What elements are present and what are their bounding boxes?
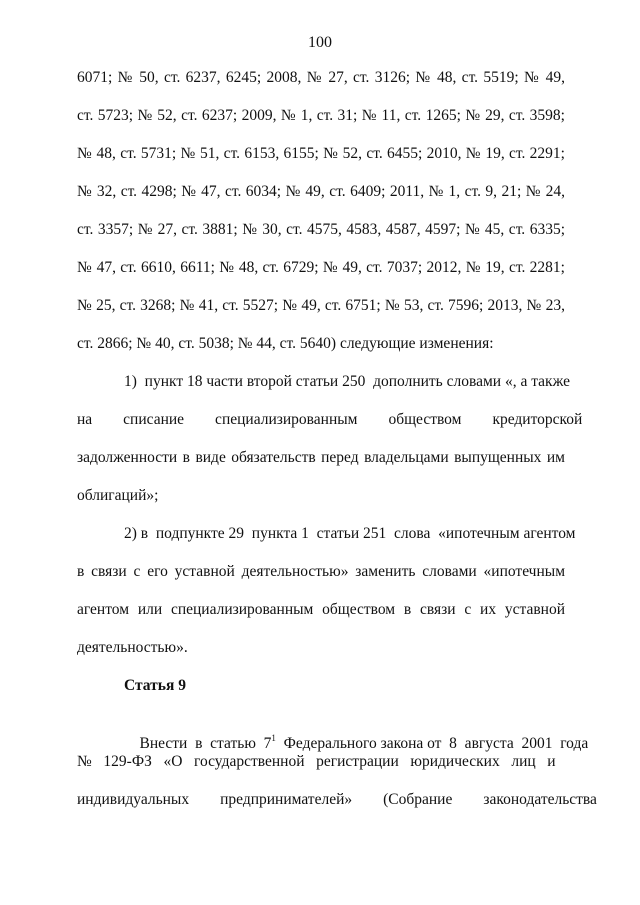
text-line: индивидуальных предпринимателей» (Собрание законодательства (77, 791, 597, 808)
text-line: деятельностью». (77, 639, 188, 656)
text-line: № 48, ст. 5731; № 51, ст. 6153, 6155; № 52, ст. 6455; 2010, № 19, ст. 2291; (77, 145, 565, 162)
list-item-1: 1) пункт 18 части второй статьи 250 дополнить словами «, а также (124, 373, 570, 390)
text-line: в связи с его уставной деятельностью» заменить словами «ипотечным (77, 563, 565, 580)
text-line: на списание специализированным обществом кредиторской (77, 411, 583, 428)
text-line: 6071; № 50, ст. 6237, 6245; 2008, № 27, ст. 3126; № 48, ст. 5519; № 49, (77, 69, 565, 86)
text-line (124, 714, 589, 752)
text-line: ст. 3357; № 27, ст. 3881; № 30, ст. 4575, 4583, 4587, 4597; № 45, ст. 6335; (77, 221, 565, 238)
text-line: № 47, ст. 6610, 6611; № 48, ст. 6729; № 49, ст. 7037; 2012, № 19, ст. 2281; (77, 259, 565, 276)
text-line: № 32, ст. 4298; № 47, ст. 6034; № 49, ст. 6409; 2011, № 1, ст. 9, 21; № 24, (77, 183, 565, 200)
list-item-2: 2) в подпункте 29 пункта 1 статьи 251 слова «ипотечным агентом (124, 525, 576, 542)
superscript: 1 (271, 733, 276, 743)
text-fragment: Федерального закона от 8 августа 2001 года (275, 735, 589, 752)
text-line: задолженности в виде обязательств перед владельцами выпущенных им (77, 449, 565, 466)
text-line: ст. 2866; № 40, ст. 5038; № 44, ст. 5640) следующие изменения: (77, 335, 494, 352)
article-heading: Статья 9 (124, 677, 186, 694)
text-fragment: Внести в статью 7 (139, 735, 272, 752)
text-line: ст. 5723; № 52, ст. 6237; 2009, № 1, ст. 31; № 11, ст. 1265; № 29, ст. 3598; (77, 107, 565, 124)
text-line: облигаций»; (77, 487, 159, 504)
text-line: № 25, ст. 3268; № 41, ст. 5527; № 49, ст. 6751; № 53, ст. 7596; 2013, № 23, (77, 297, 565, 314)
text-line: агентом или специализированным обществом в связи с их уставной (77, 601, 565, 618)
text-line: № 129-ФЗ «О государственной регистрации юридических лиц и (77, 753, 556, 770)
page-number: 100 (308, 34, 332, 51)
